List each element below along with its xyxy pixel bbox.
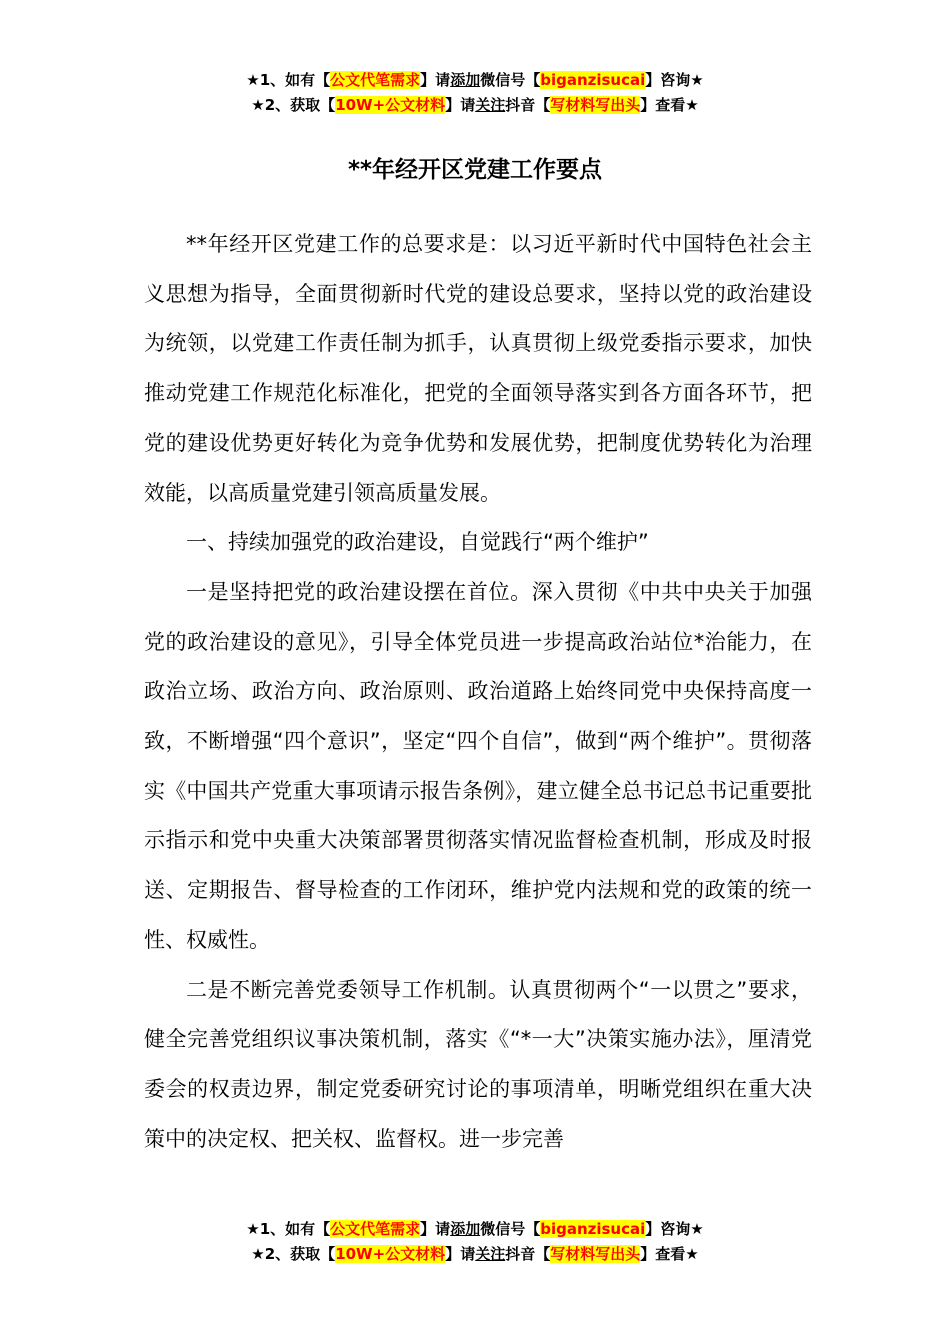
banner-highlight-account: 写材料写出头 xyxy=(550,96,641,114)
banner-highlight-wechat-id: biganzisucai xyxy=(540,71,646,89)
banner-text: 】咨询★ xyxy=(645,1220,704,1238)
banner-text: ★1、如有【 xyxy=(246,71,331,89)
banner-text: 】请 xyxy=(445,1245,476,1263)
banner-line-1 xyxy=(0,1217,950,1242)
banner-highlight-account: 写材料写出头 xyxy=(550,1245,641,1263)
banner-highlight: 公文代笔需求 xyxy=(330,71,421,89)
document-title: **年经开区党建工作要点 xyxy=(347,157,603,183)
paragraph: 二是不断完善党委领导工作机制。认真贯彻两个“一以贯之”要求，健全完善党组织议事决策机制，落实《“*一大”决策实施办法》，厘清党委会的权责边界，制定党委研究讨论的事项清单，明晰党组织在重大决策中的决定权、把关权、监督权。进一步完善 xyxy=(144,977,812,1151)
banner-text: 】查看★ xyxy=(640,96,699,114)
section-heading: 一、持续加强党的政治建设，自觉践行“两个维护” xyxy=(186,530,649,555)
banner-text: 】查看★ xyxy=(640,1245,699,1263)
bottom-banner xyxy=(0,1217,950,1267)
banner-text: ★1、如有【 xyxy=(246,1220,331,1238)
banner-line-1 xyxy=(0,68,950,93)
banner-text: 微信号【 xyxy=(480,1220,541,1238)
banner-highlight: 10W+公文材料 xyxy=(335,96,446,114)
banner-emphasis: 添加 xyxy=(450,71,481,89)
banner-text: 】请 xyxy=(420,1220,451,1238)
paragraph: 一是坚持把党的政治建设摆在首位。深入贯彻《中共中央关于加强党的政治建设的意见》，引导全体党员进一步提高政治站位*治能力，在政治立场、政治方向、政治原则、政治道路上始终同党中央保持高度一致，不断增强“四个意识”，坚定“四个自信”，做到“两个维护”。贯彻落实《中国共产党重大事项请示报告条例》，建立健全总书记总书记重要批示指示和党中央重大决策部署贯彻落实情况监督检查机制，形成及时报送、定期报告、督导检查的工作闭环，维护党内法规和党的政策的统一性、权威性。 xyxy=(144,579,812,952)
banner-line-2 xyxy=(0,1242,950,1267)
banner-line-2 xyxy=(0,93,950,118)
document-body xyxy=(144,220,812,1164)
top-banner xyxy=(0,68,950,118)
banner-highlight: 10W+公文材料 xyxy=(335,1245,446,1263)
paragraph-intro: **年经开区党建工作的总要求是：以习近平新时代中国特色社会主义思想为指导，全面贯彻新时代党的建设总要求，坚持以党的政治建设为统领，以党建工作责任制为抓手，认真贯彻上级党委指示要求，加快推动党建工作规范化标准化，把党的全面领导落实到各方面各环节，把党的建设优势更好转化为竞争优势和发展优势，把制度优势转化为治理效能，以高质量党建引领高质量发展。 xyxy=(144,232,812,505)
banner-text: ★2、获取【 xyxy=(251,96,336,114)
banner-text: 抖音【 xyxy=(505,96,551,114)
banner-highlight: 公文代笔需求 xyxy=(330,1220,421,1238)
banner-emphasis: 关注 xyxy=(475,1245,506,1263)
banner-text: 】请 xyxy=(445,96,476,114)
banner-emphasis: 关注 xyxy=(475,96,506,114)
banner-emphasis: 添加 xyxy=(450,1220,481,1238)
banner-text: 微信号【 xyxy=(480,71,541,89)
banner-text: ★2、获取【 xyxy=(251,1245,336,1263)
banner-highlight-wechat-id: biganzisucai xyxy=(540,1220,646,1238)
banner-text: 】咨询★ xyxy=(645,71,704,89)
banner-text: 抖音【 xyxy=(505,1245,551,1263)
banner-text: 】请 xyxy=(420,71,451,89)
